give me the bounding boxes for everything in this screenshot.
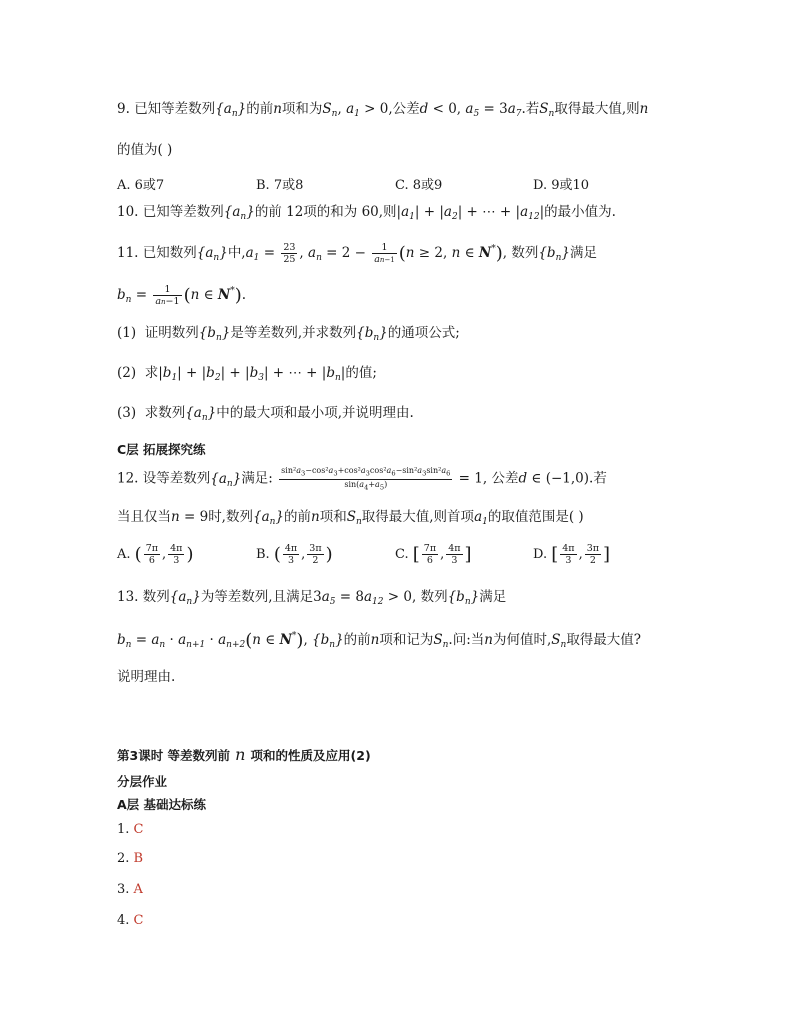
q11-part1: (1) 证明数列$\{b_n\}$是等差数列,并求数列$\{b_n\}$的通项公式; — [117, 325, 460, 343]
q10-line: 10. 已知等差数列$\{a_n\}$的前 12项的和为 60,则$|a_1| + |a_2|$ + ⋯ + $|a_{12}|$的最小值为. — [117, 204, 616, 222]
q9-option-a: A. 6或7 — [117, 178, 165, 193]
q9-option-b: B. 7或8 — [256, 178, 304, 193]
q11-line2: $b_n$ = $\frac{1}{an-1}$ (n ∈ N*). — [117, 283, 247, 307]
q13-line1: 13. 数列$\{a_n\}$为等差数列,且满足$3a_5 = 8a_{12} > 0$, 数列$\{b_n\}$满足 — [117, 589, 507, 607]
q11-line1: 11. 已知数列$\{a_n\}$中$,a_1$ = $\frac{23}{25}$ , $a_n = 2$ − $\frac{1}{an-1}$ (n ≥ 2, n ∈ N*), 数列$\{b_n\}$满足 — [117, 241, 597, 265]
answer-3: 3. A — [117, 882, 143, 897]
q12-line2: 当且仅当n = 9时,数列$\{a_n\}$的前n项和$S_n$取得最大值,则首项$a_1$的取值范围是( ) — [117, 509, 584, 527]
answer-1: 1. C — [117, 822, 144, 837]
q12-option-d: D. [ $\frac{4\pi}{3}$ , $\frac{3\pi}{2}$ ] — [533, 543, 611, 566]
q12-option-a: A. ( $\frac{7\pi}{6}$ , $\frac{4\pi}{3}$ ) — [117, 543, 194, 566]
q9-option-d: D. 9或10 — [533, 178, 590, 193]
q9-line2: 的值为( ) — [117, 142, 173, 158]
section-a-heading: A层 基础达标练 — [117, 797, 207, 812]
q12-option-c: C. [ $\frac{7\pi}{6}$ , $\frac{4\pi}{3}$ ] — [395, 543, 472, 566]
q12-line1: 12. 设等差数列$\{a_n\}$满足: $\frac{\sin^2a_3-\cos^2a_3+\cos^2a_3\cos^2a_6-\sin^2a_3\sin^2a_6}{\sin(a_4+a_5)}$ = 1, 公差d ∈ (−1,0).若 — [117, 466, 607, 492]
q13-line3: 说明理由. — [117, 669, 176, 685]
lesson-title: 第3课时 等差数列前 n 项和的性质及应用(2) — [117, 745, 371, 764]
q9-line1: 9. 已知等差数列$\{a_n\}$的前n项和为$S_n$, $a_1 > 0$,公差d < 0, $a_5 = 3a_7$.若$S_n$取得最大值,则n — [117, 101, 649, 119]
q13-line2: $b_n = a_n \cdot a_{n+1} \cdot a_{n+2}(n$ ∈ N*), $\{b_n\}$的前n项和记为$S_n$.问:当n为何值时$,S_n$取得最大值? — [117, 630, 642, 651]
lesson-subtitle: 分层作业 — [117, 774, 168, 789]
q9-option-c: C. 8或9 — [395, 178, 443, 193]
q11-part2: (2) 求$|b_1| + |b_2| + |b_3|$ + ⋯ + $|b_n|$的值; — [117, 365, 377, 383]
section-c-heading: C层 拓展探究练 — [117, 442, 206, 457]
answer-4: 4. C — [117, 913, 144, 928]
q12-option-b: B. ( $\frac{4\pi}{3}$ , $\frac{3\pi}{2}$ ) — [256, 543, 333, 566]
answer-2: 2. B — [117, 851, 144, 866]
q11-part3: (3) 求数列$\{a_n\}$中的最大项和最小项,并说明理由. — [117, 405, 414, 423]
